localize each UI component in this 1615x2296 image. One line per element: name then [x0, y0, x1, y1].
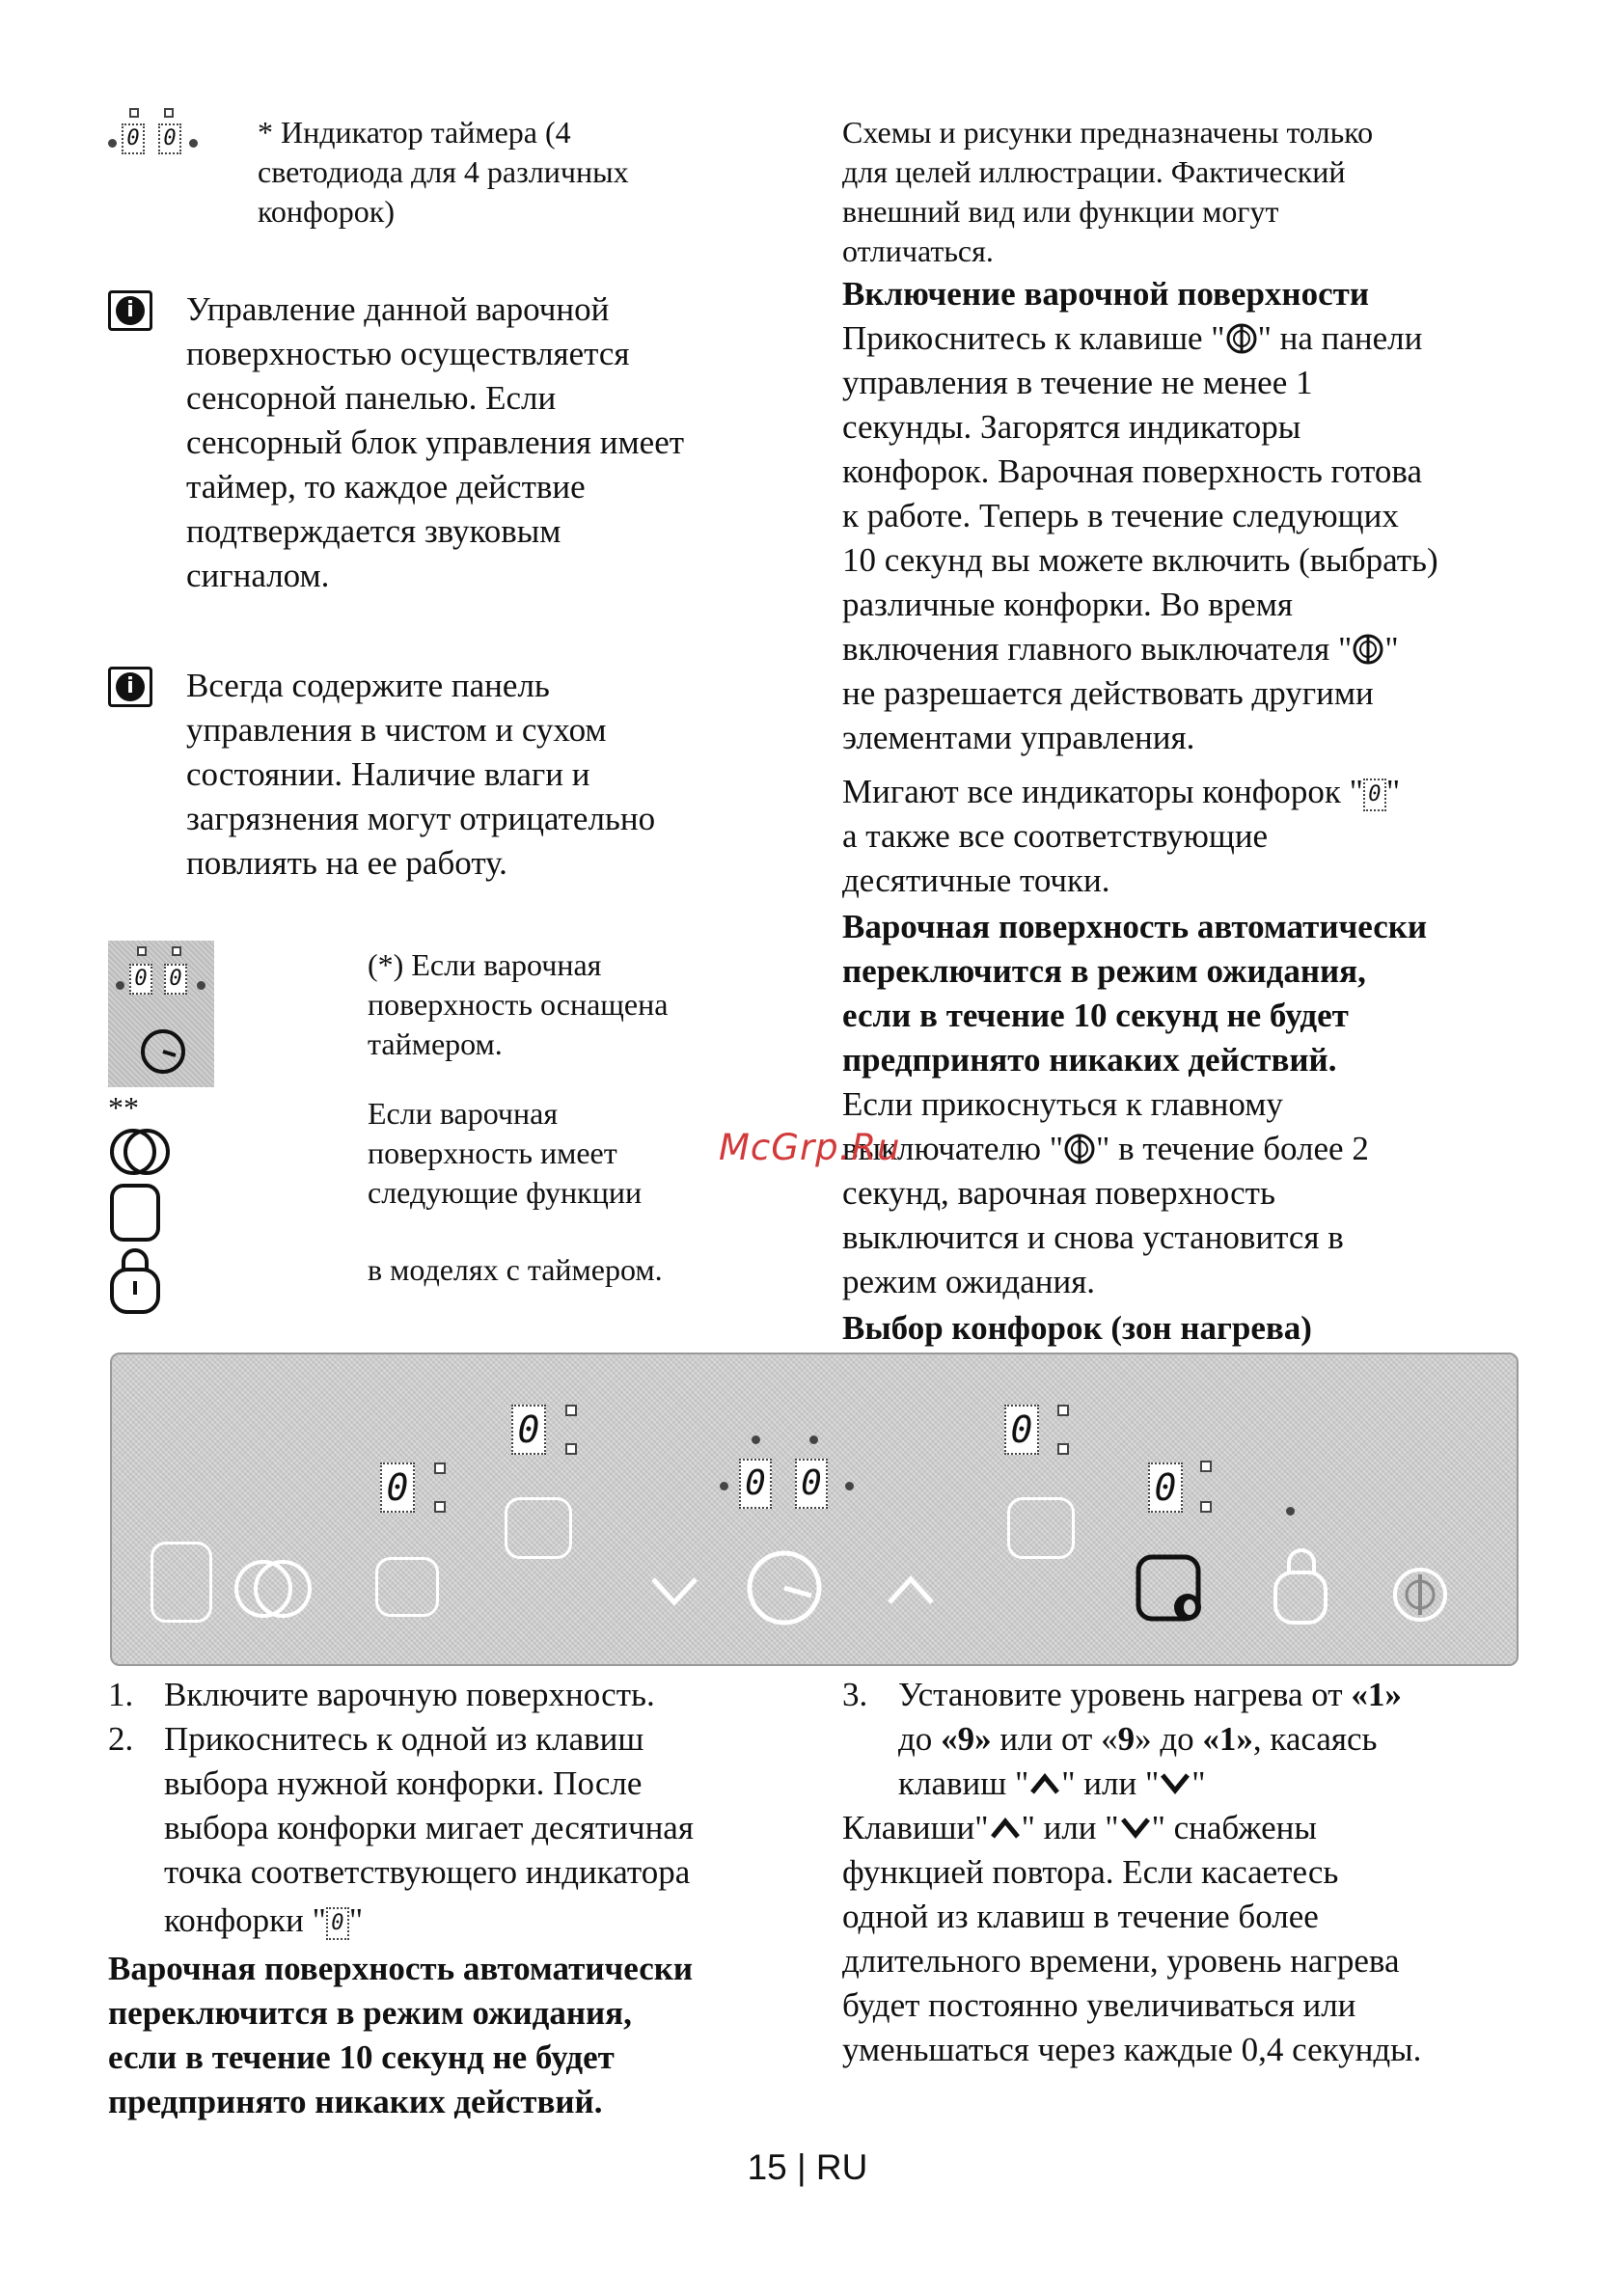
- watermark: McGrp.Ru: [719, 1127, 901, 1168]
- main-switch-text: Если прикоснуться к главному выключателю " " в течение более 2 секунд, варочная поверхность выключится и снова установится в режим ожидания.: [842, 1085, 1369, 1300]
- info-touch-control: Управление данной варочной поверхностью осуществляется сенсорной панелью. Если сенсорный блок управления имеет таймер, то каждое действие подтверждается звуковым сигналом.: [186, 290, 685, 594]
- page-number: 15 | RU: [747, 2147, 868, 2187]
- standby-warning: Варочная поверхность автоматически переключится в режим ожидания, если в течение 10 секунд не будет предпринято никаких действий.: [842, 908, 1428, 1079]
- zone-indicator-icon: 0: [326, 1907, 349, 1940]
- oval-zone-icon: [108, 1183, 166, 1243]
- zone-2-digit: 0: [511, 1405, 546, 1455]
- chevron-up-icon: [989, 1816, 1022, 1841]
- zone-2-key: [505, 1497, 572, 1559]
- timer-digit-right: 0: [795, 1459, 828, 1509]
- double-star: **: [108, 1090, 139, 1125]
- zone-4-key: [1135, 1553, 1208, 1626]
- power-icon: [1063, 1133, 1096, 1165]
- zone-3-key: [1007, 1497, 1075, 1559]
- timer-indicator-icon: [108, 108, 200, 166]
- power-icon: [1225, 322, 1258, 355]
- info-clean-panel: Всегда содержите панель управления в чистом и сухом состоянии. Наличие влаги и загрязнения могут отрицательно повлиять на ее работу.: [186, 667, 656, 882]
- timer-clock-icon: [139, 1027, 187, 1076]
- disclaimer: Схемы и рисунки предназначены только для целей иллюстрации. Фактический внешний вид или функции могут отличаться.: [842, 115, 1374, 268]
- steps-right: 3. Установите уровень нагрева от «1» до «9» или от «9» до «1», касаясь клавиш " " или " " Клавиши" " или " " снабжены функцией повтора. Если касаетесь одной из клавиш в течение более длительного времени, уровень нагрева будет постоянно увеличиваться или уменьшаться через каждые 0,4 секунды.: [842, 1676, 1422, 2068]
- dual-zone-key: [233, 1557, 319, 1621]
- chevron-up-icon: [1028, 1771, 1061, 1796]
- timer-digit-1: 0: [122, 123, 145, 154]
- blink-text: Мигают все индикаторы конфорок " 0 " а также все соответствующие десятичные точки.: [842, 773, 1401, 899]
- lock-key-icon: [1270, 1544, 1333, 1626]
- timer-digit-2: 0: [158, 123, 181, 154]
- zone-indicator-icon: 0: [1363, 779, 1386, 811]
- control-panel-illustration: [110, 1353, 1519, 1666]
- minus-key-chevron-down-icon: [647, 1572, 701, 1610]
- dual-zone-icon: [108, 1127, 176, 1177]
- zones-heading: Выбор конфорок (зон нагрева): [842, 1309, 1312, 1347]
- timer-equipped-note: (*) Если варочная поверхность оснащена таймером.: [368, 947, 669, 1061]
- info-icon: i: [108, 667, 152, 707]
- functions-note: Если варочная поверхность имеет следующие функции: [368, 1096, 643, 1210]
- chevron-down-icon: [1159, 1771, 1191, 1796]
- zone-3-digit: 0: [1004, 1405, 1039, 1455]
- timer-digit-left: 0: [739, 1459, 772, 1509]
- switch-on-heading: Включение варочной поверхности: [842, 275, 1369, 313]
- power-key-icon: [1390, 1565, 1450, 1625]
- oval-zone-key: [151, 1542, 212, 1623]
- zone-1-key: [375, 1557, 439, 1617]
- standby-warning-left: Варочная поверхность автоматически переключится в режим ожидания, если в течение 10 секунд не будет предпринято никаких действий.: [108, 1950, 694, 2120]
- timer-panel-illustration: 0 0: [108, 941, 214, 1087]
- plus-key-chevron-up-icon: [884, 1572, 938, 1610]
- timer-models-note: в моделях с таймером.: [368, 1252, 663, 1287]
- chevron-down-icon: [1119, 1816, 1152, 1841]
- info-icon: i: [108, 290, 152, 331]
- switch-on-text: Прикоснитесь к клавише " " на панели управления в течение не менее 1 секунды. Загорятся индикаторы конфорок. Варочная поверхность готова к работе. Теперь в течение следующих 10 секунд вы можете включить (выбрать) различные конфорки. Во время включения главного выключателя " " не разрешается действовать другими элементами управления.: [842, 319, 1438, 756]
- lock-icon: [108, 1246, 166, 1316]
- timer-key-clock-icon: [744, 1547, 825, 1628]
- zone-4-digit: 0: [1148, 1462, 1183, 1513]
- timer-note: * Индикатор таймера (4 светодиода для 4 различных конфорок): [258, 115, 629, 229]
- steps-left: 1. Включите варочную поверхность. 2. Прикоснитесь к одной из клавиш выбора нужной конфорки. После выбора конфорки мигает десятичная точка соответствующего индикатора конфорки " 0 ": [108, 1676, 694, 1939]
- zone-1-digit: 0: [380, 1462, 415, 1513]
- power-icon: [1352, 633, 1384, 666]
